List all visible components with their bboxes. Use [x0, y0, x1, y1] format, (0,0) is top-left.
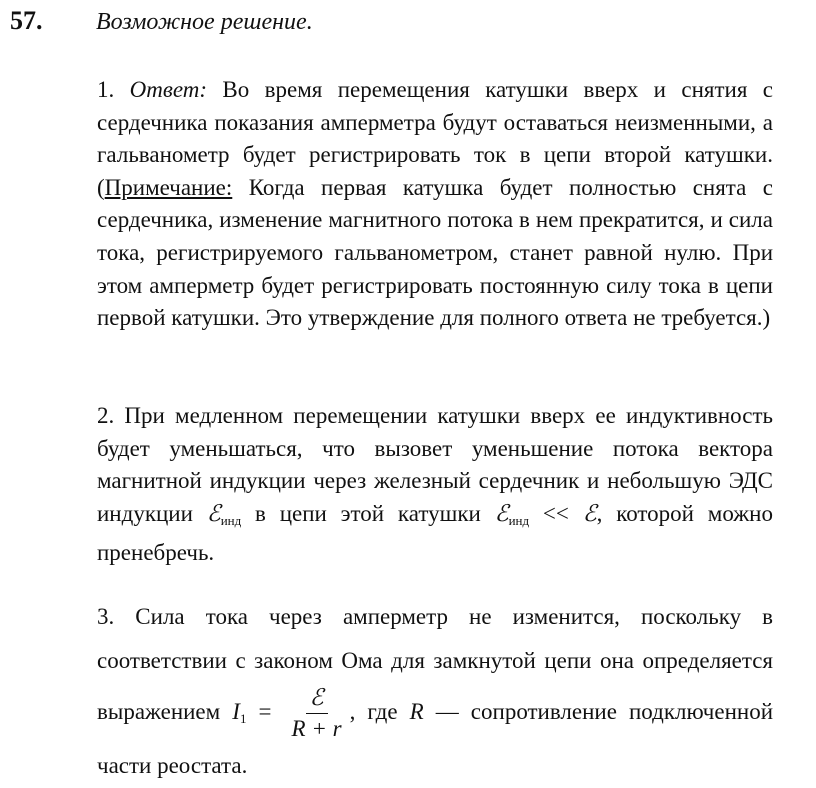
solution-heading: Возможное решение.	[96, 9, 313, 35]
paragraph-2	[97, 400, 773, 570]
ohm-law-fraction	[288, 683, 346, 744]
emf-induced-symbol: ℰ	[206, 500, 221, 526]
much-less-sign: <<	[529, 500, 583, 526]
current-symbol: I	[232, 698, 240, 724]
emf-induced-symbol-2: ℰ	[494, 500, 509, 526]
p2-text-c: , которой можно пренебречь.	[97, 500, 773, 566]
note-label: Примечание:	[104, 174, 233, 200]
fraction-numerator: ℰ	[306, 683, 328, 714]
resistance-symbol: R	[409, 698, 424, 724]
emf-symbol: ℰ	[582, 500, 597, 526]
p3-text-a: 3. Сила тока через амперметр не изменится, поскольку в соответствии с законом Ома для замкнутой цепи она определяется выражением	[97, 604, 773, 724]
p1-intro: 1.	[97, 77, 130, 102]
paragraph-3	[97, 595, 773, 788]
p1-text-a: Во время перемещения катушки вверх и снятия с сердечника показания амперметра будут оставаться неизменными, а гальванометр будет регистрировать ток в цепи второй катушки. (	[97, 77, 774, 200]
p3-text-c: — сопротивление подключенной части реостата.	[97, 698, 774, 778]
fraction-denominator: R + r	[291, 716, 342, 741]
problem-number: 57.	[10, 6, 43, 35]
emf-induced-subscript: инд	[220, 512, 242, 528]
p2-text-b: в цепи этой катушки	[241, 500, 495, 526]
problem-header	[10, 6, 313, 46]
current-subscript: 1	[239, 710, 247, 726]
equals-sign: =	[246, 698, 284, 724]
p1-text-b: Когда первая катушка будет полностью снята с сердечника, изменение магнитного потока в нем прекратится, и сила тока, регистрируемого гальванометром, станет равной нулю. При этом амперметр будет регистрировать постоянную силу тока в цепи первой катушки. Это утверждение для полного ответа не требуется.)	[97, 174, 773, 331]
answer-label: Ответ:	[129, 77, 208, 102]
p3-text-b: , где	[349, 698, 410, 724]
emf-induced-subscript-2: инд	[508, 512, 530, 528]
p2-text-a: 2. При медленном перемещении катушки вверх ее индуктивность будет уменьшаться, что вызовет уменьшение потока вектора магнитной индукции через железный сердечник и небольшую ЭДС индукции	[97, 403, 773, 526]
paragraph-1	[97, 74, 773, 335]
